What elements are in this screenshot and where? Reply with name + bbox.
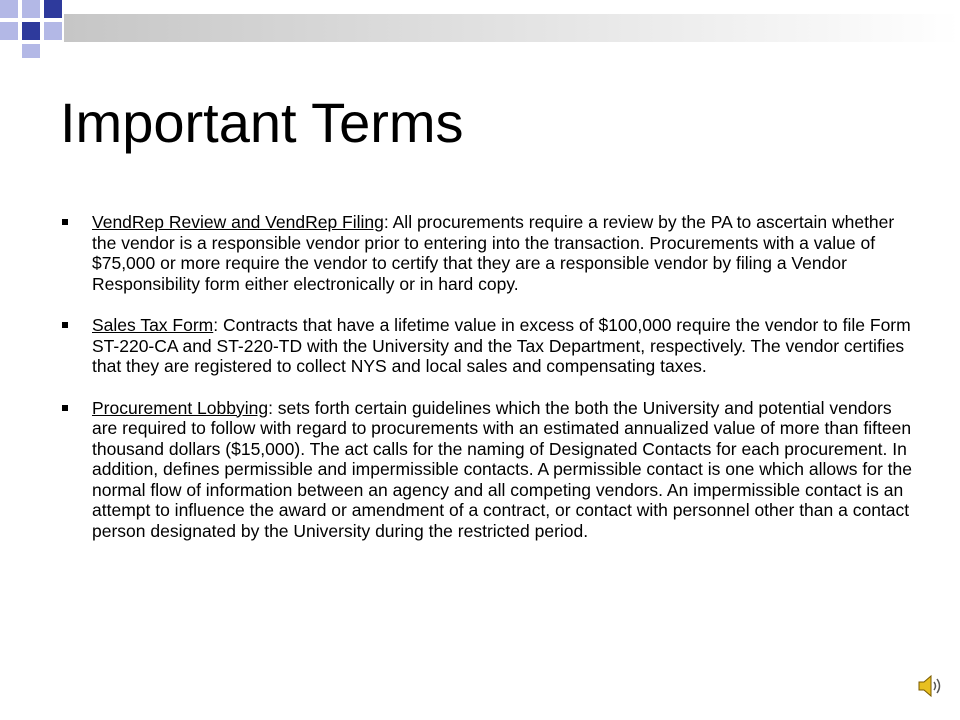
- term-vendrep: VendRep Review and VendRep Filing: [92, 212, 384, 232]
- square-bullet-icon: [62, 219, 68, 225]
- definition-sales-tax: : Contracts that have a lifetime value in excess of $100,000 require the vendor to file Form ST-220-CA and ST-220-TD with the University and the Tax Department, respectively. The vendor certifies that they are registered to collect NYS and local sales and compensating taxes.: [92, 315, 911, 376]
- bullet-sales-tax: [60, 315, 920, 377]
- definition-lobbying: : sets forth certain guidelines which the both the University and potential vendors are required to follow with regard to procurements with an estimated annualized value of more than fifteen thousand dollars ($15,000). The act calls for the naming of Designated Contacts for each procurement. In addition, defines permissible and impermissible contacts. A permissible contact is one which allows for the normal flow of information between an agency and all competing vendors. An impermissible contact is an attempt to influence the award or amendment of a contract, or contact with personnel other than a contact person designated by the University during the restricted period.: [92, 397, 912, 541]
- square-bullet-icon: [62, 322, 68, 328]
- bullet-list: [60, 212, 920, 562]
- term-lobbying: Procurement Lobbying: [92, 397, 269, 418]
- bullet-vendrep: [60, 212, 920, 294]
- square-bullet-icon: [62, 405, 68, 411]
- speaker-icon[interactable]: [916, 672, 944, 700]
- term-sales-tax: Sales Tax Form: [92, 315, 214, 335]
- definition-vendrep: : All procurements require a review by the PA to ascertain whether the vendor is a responsible vendor prior to entering into the transaction. Procurements with a value of $75,000 or more require the vendor to certify that they are a responsible vendor by filing a Vendor Responsibility form either electronically or in hard copy.: [92, 212, 895, 294]
- bullet-lobbying: [60, 398, 920, 542]
- decorative-squares-icon: [0, 0, 960, 60]
- slide-title: Important Terms: [60, 91, 464, 154]
